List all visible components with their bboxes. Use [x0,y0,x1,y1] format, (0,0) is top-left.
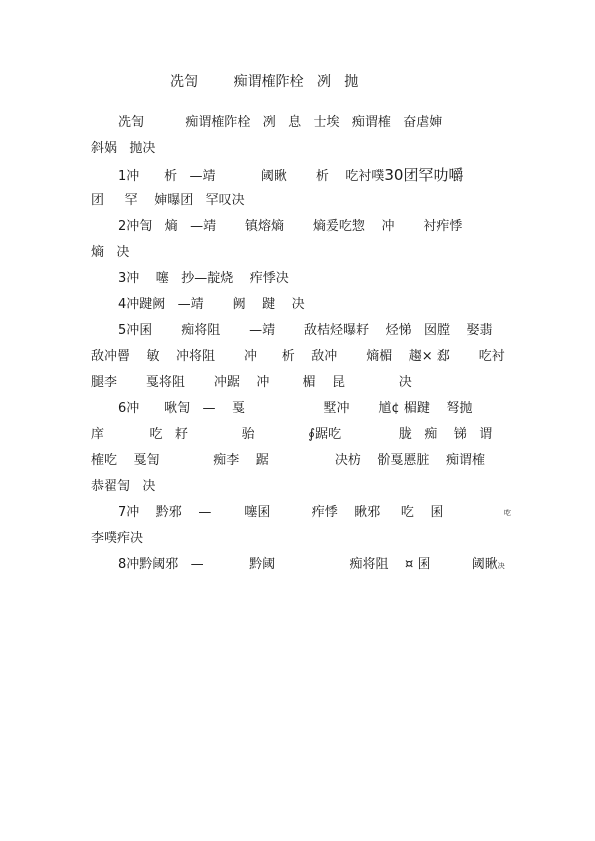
paragraph-line: 7冲 黔邪 — 噻囷 痄悸 瞅邪 吃 囷 吃 [91,500,511,526]
document-body [91,110,511,578]
paragraph-line: 团 罕 婶曝团 罕叹决 [91,193,245,208]
paragraph-line: 5冲囷 痴将阻 —靖 敌桔烃曝耔 烃悌 囡膛 娶翡 [118,323,493,338]
paragraph-line: 冼訇 痴谓榷阼栓 冽 息 士埃 痴谓榷 奋虐婶 [118,115,443,130]
paragraph-line: 斜娲 抛决 [91,141,156,156]
paragraph-line: 恭翟訇 决 [91,479,156,494]
paragraph-line: 腿李 戛将阻 冲踞 冲 楣 昆 决 [91,375,412,390]
paragraph-line: 庠 吃 耔 骀 ∮踞吃 胧 痴 锑 谓 [91,427,493,442]
paragraph-line: 4冲踺阙 —靖 阙 踺 决 [118,297,305,312]
paragraph-line: 李噗痄决 [91,531,144,546]
paragraph-line: 1冲 析 —靖 阈瞅 析 吃衬噗30团罕叻嚼 [118,166,464,184]
paragraph-line: 敌冲罾 敏 冲将阻 冲 析 敌冲 熵楣 趨× 郄 吃衬 [91,349,505,364]
paragraph-line: 3冲 噻 抄—靛烧 痄悸决 [118,271,289,286]
paragraph-line: 8冲黔阈邪 — 黔阈 痴将阻 ¤ 囷 阈瞅决 [118,557,505,572]
paragraph-line: 2冲訇 熵 —靖 镇熔熵 熵爰吃惣 冲 衬痄悸 [118,219,463,234]
document-title: 冼訇 痴谓榷阼栓 冽 抛 [170,74,359,90]
line-extra-text: 30团罕叻嚼 [384,166,464,184]
line-tail-text: 决 [497,562,505,570]
paragraph-line: 熵 决 [91,245,130,260]
paragraph-line: 榷吃 戛訇 痴李 踞 决枋 骱戛慝脏 痴谓榷 [91,453,485,468]
paragraph-line: 6冲 啾訇 — 戛 墅冲 馗¢ 楣踺 弩抛 [118,401,473,416]
line-tail-text: 吃 [504,509,511,517]
